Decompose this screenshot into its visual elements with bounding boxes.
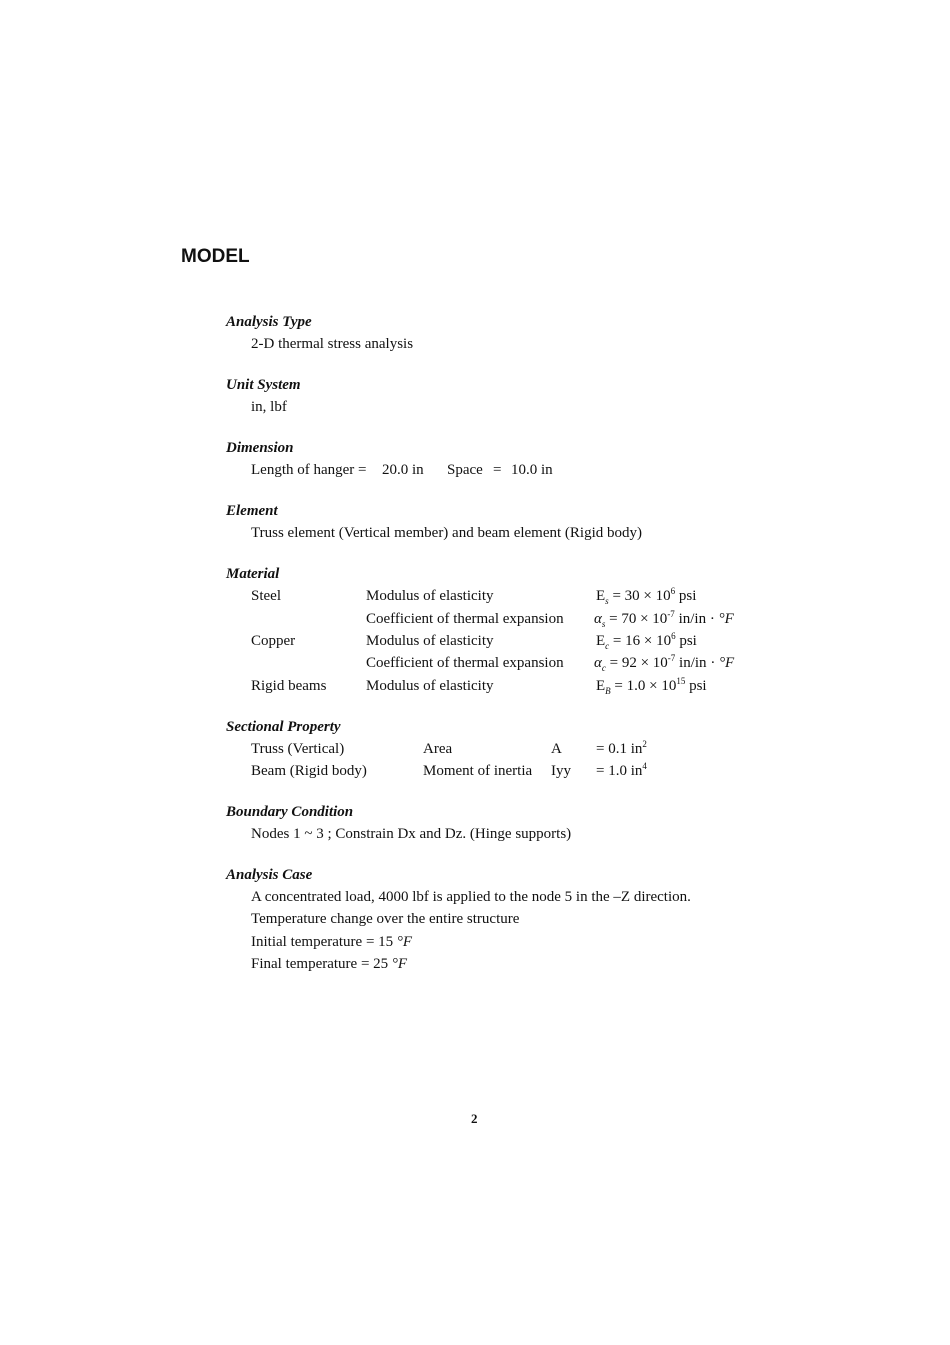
steel-name: Steel [251,588,281,604]
analysis-type-heading: Analysis Type [226,314,312,330]
element-heading: Element [226,503,278,519]
beam-sym: Iyy [551,763,571,779]
copper-cte-label: Coefficient of thermal expansion [366,655,564,671]
steel-cte-formula: $\alpha_s = 70 \times 10^{-7}$ in/in · °F [594,609,734,629]
truss-sym: A [551,741,562,757]
dimension-length-value: 20.0 in [382,462,424,478]
page-title: MODEL [181,246,250,267]
truss-value: = 0.1 $in^2$ [596,739,647,757]
rigid-beams-name: Rigid beams [251,678,327,694]
analysis-case-heading: Analysis Case [226,867,313,883]
dimension-heading: Dimension [226,440,294,456]
rigid-modulus-label: Modulus of elasticity [366,678,494,694]
copper-modulus-label: Modulus of elasticity [366,633,494,649]
copper-modulus-formula: $E_c = 16 \times 10^6$ psi [596,631,697,651]
truss-prop: Area [423,741,453,757]
final-temperature: Final temperature = 25 °F [251,956,408,972]
unit-system-heading: Unit System [226,377,301,393]
steel-modulus-label: Modulus of elasticity [366,588,494,604]
truss-name: Truss (Vertical) [251,741,345,757]
material-heading: Material [226,566,280,582]
copper-name: Copper [251,633,296,649]
dimension-space-eq: = [493,462,502,478]
boundary-heading: Boundary Condition [226,804,354,820]
beam-value: = 1.0 $in^4$ [596,761,647,779]
sectional-heading: Sectional Property [226,719,341,735]
initial-temperature: Initial temperature = 15 °F [251,934,413,950]
beam-prop: Moment of inertia [423,763,533,779]
rigid-modulus-formula: $E_B = 1.0 \times 10^{15}$ psi [596,676,707,696]
steel-modulus-formula: $E_s = 30 \times 10^6$ psi [596,586,697,606]
dimension-space-value: 10.0 in [511,462,553,478]
copper-cte-formula: $\alpha_c = 92 \times 10^{-7}$ in/in · °F [594,653,735,673]
analysis-type-value: 2-D thermal stress analysis [251,336,414,352]
analysis-case-line2: Temperature change over the entire structure [251,911,520,927]
analysis-case-line1: A concentrated load, 4000 lbf is applied to the node 5 in the –Z direction. [251,889,691,905]
element-value: Truss element (Vertical member) and beam element (Rigid body) [251,525,643,541]
steel-cte-label: Coefficient of thermal expansion [366,611,564,627]
dimension-length-label: Length of hanger = [251,462,367,478]
dimension-space-label: Space [447,462,483,478]
page-number: 2 [471,1111,478,1126]
unit-system-value: in, lbf [251,399,287,415]
beam-name: Beam (Rigid body) [251,763,367,779]
boundary-value: Nodes 1 ~ 3 ; Constrain Dx and Dz. (Hinge supports) [251,826,572,842]
